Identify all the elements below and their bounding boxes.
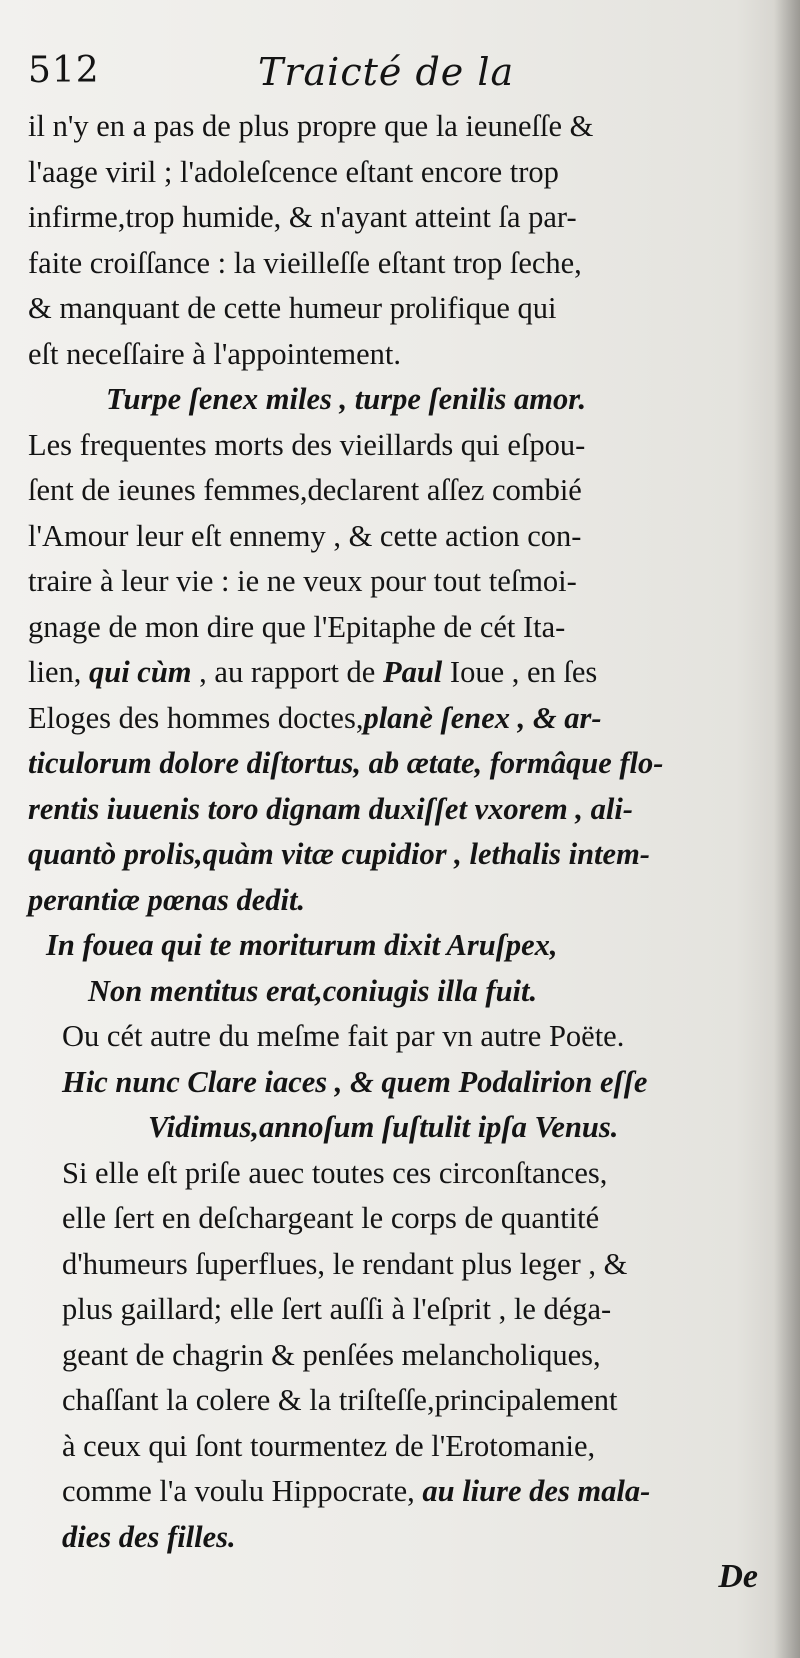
latin-line: ticulorum dolore diſtortus, ab ætate, formâque flo- xyxy=(28,746,664,780)
body-line: ſent de ieunes femmes,declarent aſſez combié xyxy=(28,473,582,507)
body-line: geant de chagrin & penſées melancholiques, xyxy=(62,1337,601,1372)
body-line: chaſſant la colere & la triſteſſe,principalement xyxy=(62,1383,618,1417)
body-line-mixed xyxy=(28,650,768,696)
page-header xyxy=(28,50,760,100)
verse-quotation: Turpe ſenex miles , turpe ſenilis amor. xyxy=(106,382,587,416)
epitaph-verse: Vidimus,annoſum ſuſtulit ipſa Venus. xyxy=(148,1110,619,1144)
body-line: infirme,trop humide, & n'ayant atteint ſa par- xyxy=(28,200,577,234)
body-line: traire à leur vie : ie ne veux pour tout teſmoi- xyxy=(28,564,577,598)
body-line: l'aage viril ; l'adoleſcence eſtant encore trop xyxy=(28,154,559,189)
epitaph-verse: Hic nunc Clare iaces , & quem Podalirion eſſe xyxy=(62,1064,648,1099)
body-line: gnage de mon dire que l'Epitaphe de cét Ita- xyxy=(28,609,566,644)
book-reference: dies des filles. xyxy=(62,1519,236,1554)
body-line: à ceux qui ſont tourmentez de l'Erotomanie, xyxy=(62,1428,596,1463)
body-line: plus gaillard; elle ſert auſſi à l'eſprit , le déga- xyxy=(62,1292,612,1326)
latin-run: planè ſenex , & ar- xyxy=(363,700,602,735)
latin-line: quantò prolis,quàm vitæ cupidior , lethalis intem- xyxy=(28,837,650,871)
author-name: Paul xyxy=(382,655,443,689)
latin-line: rentis iuuenis toro dignam duxiſſet vxorem , ali- xyxy=(28,791,633,826)
body-line: & manquant de cette humeur prolifique qui xyxy=(28,291,557,325)
text-run: Eloges des hommes doctes, xyxy=(28,700,364,735)
text-run: comme l'a voulu Hippocrate, xyxy=(62,1474,415,1508)
body-line: eſt neceſſaire à l'appointement. xyxy=(28,336,402,371)
running-title: Traicté de la xyxy=(258,50,515,94)
epitaph-verse: Non mentitus erat,coniugis illa fuit. xyxy=(88,973,538,1008)
page-edge-shadow xyxy=(774,0,800,1658)
text-run: lien, xyxy=(28,655,82,689)
body-line: elle ſert en deſchargeant le corps de quantité xyxy=(62,1201,600,1235)
body-line-mixed xyxy=(28,1469,768,1515)
body-line: il n'y en a pas de plus propre que la ieuneſſe & xyxy=(28,109,594,143)
catchword: De xyxy=(718,1558,758,1595)
latin-line: perantiæ pœnas dedit. xyxy=(28,882,306,917)
body-line: d'humeurs ſuperflues, le rendant plus leger , & xyxy=(62,1246,628,1281)
book-reference: au liure des mala- xyxy=(422,1474,651,1508)
page-number: 512 xyxy=(28,50,100,91)
body-line: faite croiſſance : la vieilleſſe eſtant trop ſeche, xyxy=(28,245,582,280)
text-run: , au rapport de xyxy=(199,655,376,689)
body-line: Ou cét autre du meſme fait par vn autre Poëte. xyxy=(62,1019,625,1053)
epitaph-verse: In fouea qui te moriturum dixit Aruſpex, xyxy=(46,928,558,962)
body-line: Si elle eſt priſe auec toutes ces circonſtances, xyxy=(62,1155,608,1190)
body-line-mixed xyxy=(28,696,768,742)
page-body xyxy=(28,104,768,1560)
body-line: Les frequentes morts des vieillards qui eſpou- xyxy=(28,427,586,462)
latin-run: qui cùm xyxy=(89,655,192,689)
text-run: Ioue , en ſes xyxy=(449,655,598,689)
body-line: l'Amour leur eſt ennemy , & cette action con- xyxy=(28,518,582,553)
